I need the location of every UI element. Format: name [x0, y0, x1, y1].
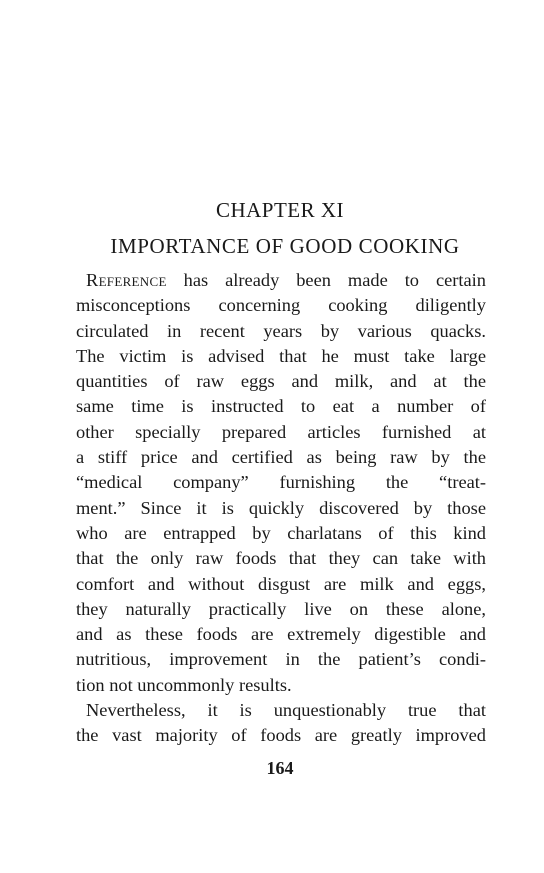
paragraph-1-line-8: a stiff price and certified as being raw by the — [76, 447, 486, 468]
paragraph-1-line-1 — [76, 268, 486, 293]
paragraph-1-line-6: same time is instructed to eat a number of — [76, 396, 486, 417]
paragraph-1-line-10: ment.” Since it is quickly discovered by those — [76, 497, 486, 518]
paragraph-2-line-1: Nevertheless, it is unquestionably true that — [86, 700, 486, 721]
paragraph-lead-word: Reference — [86, 270, 167, 290]
paragraph-1-line-3: circulated in recent years by various quacks. — [76, 320, 486, 341]
paragraph-1-line-17: tion not uncommonly results. — [76, 674, 292, 695]
paragraph-2-line-2: the vast majority of foods are greatly improved — [76, 725, 486, 746]
paragraph-1-line-7: other specially prepared articles furnished at — [76, 421, 486, 442]
paragraph-1-line-15: and as these foods are extremely digestible and — [76, 624, 486, 645]
paragraph-1-line-12: that the only raw foods that they can take with — [76, 548, 486, 569]
paragraph-1-line-2: misconceptions concerning cooking diligently — [76, 295, 486, 316]
body-text — [76, 268, 486, 749]
paragraph-1-line-4: The victim is advised that he must take large — [76, 345, 486, 366]
paragraph-1-line-16: nutritious, improvement in the patient’s condi- — [76, 649, 486, 670]
chapter-title: IMPORTANCE OF GOOD COOKING — [110, 234, 460, 258]
paragraph-1-line-13: comfort and without disgust are milk and eggs, — [76, 573, 486, 594]
paragraph-1-line-14: they naturally practically live on these alone, — [76, 598, 486, 619]
chapter-number: CHAPTER XI — [215, 198, 345, 222]
paragraph-1-line-9: “medical company” furnishing the “treat- — [76, 472, 486, 493]
paragraph-1-line-5: quantities of raw eggs and milk, and at the — [76, 371, 486, 392]
page-number: 164 — [266, 758, 294, 778]
paragraph-1-line-1-text: has already been made to certain — [166, 270, 486, 290]
paragraph-1-line-11: who are entrapped by charlatans of this kind — [76, 522, 486, 543]
